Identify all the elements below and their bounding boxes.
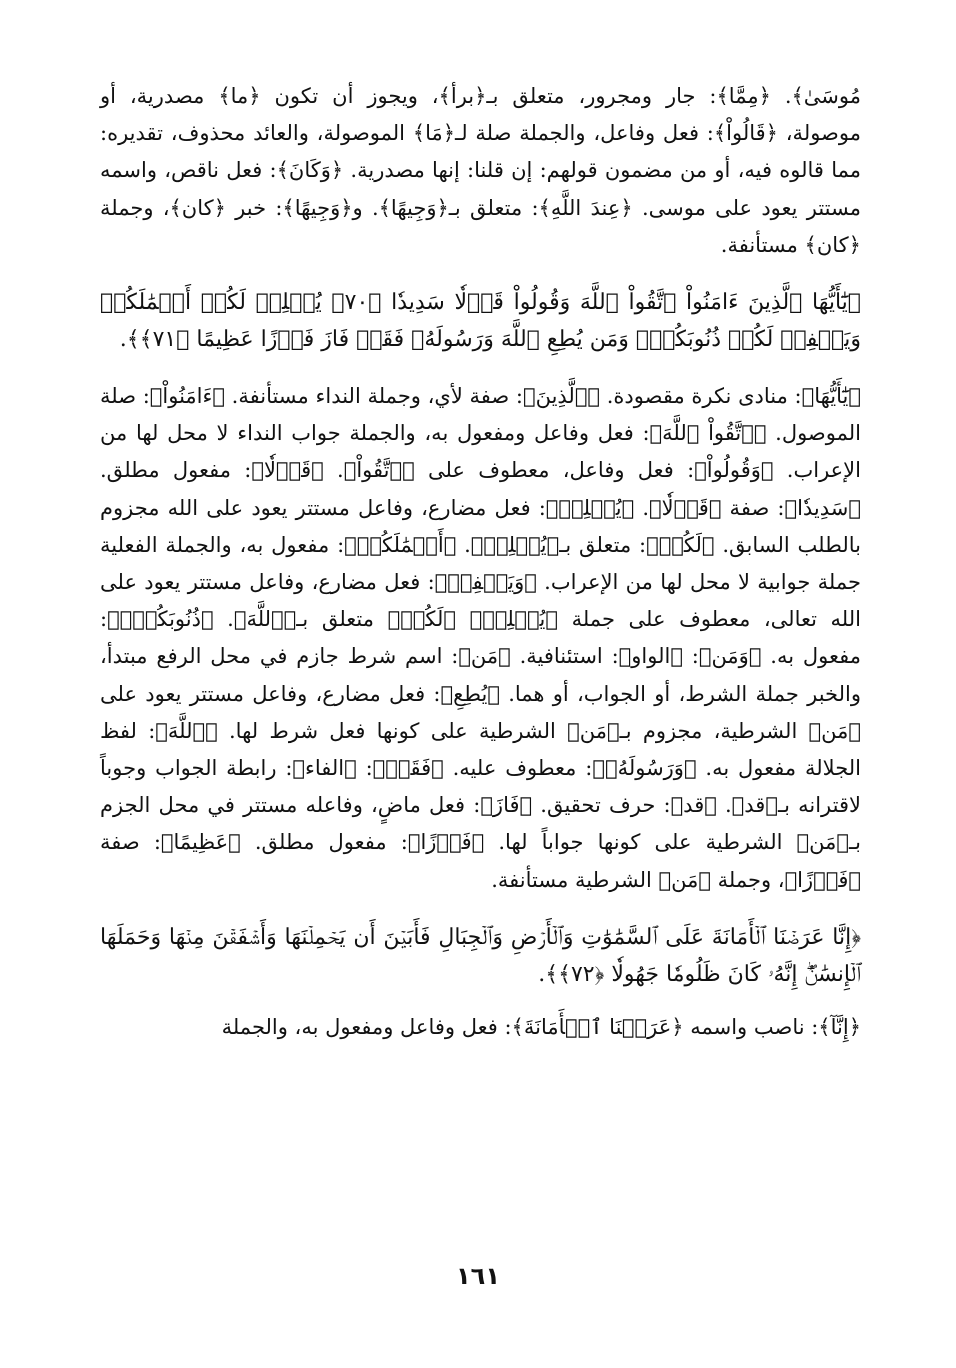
grammar-paragraph-verse-72: ﴿إِنَّآ﴾: ناصب واسمه ﴿عَرَضۡنَا ٱلۡأَمَانَةَ﴾: فعل وفاعل ومفعول به، والجملة: [221, 1014, 861, 1039]
grammar-paragraph-intro: مُوسَىٰ﴾. ﴿مِمَّا﴾: جار ومجرور، متعلق بـ﴿برأ﴾، ويجوز أن تكون ﴿ما﴾ مصدرية، أو موصولة، ﴿قَالُواْ﴾: فعل وفاعل، والجملة صلة لـ﴿مَا﴾ الموصولة، والعائد محذوف، تقديره: مما قالوه فيه، أو من مضمون قولهم: إن قلنا: إنها مصدرية. ﴿وَكَانَ﴾: فعل ناقص، واسمه مستتر يعود على موسى. ﴿عِندَ اللَّهِ﴾: متعلق بـ﴿وَجِيهًا﴾. و﴿وَجِيهًا﴾: خبر ﴿كان﴾، وجملة ﴿كان﴾ مستأنفة.: [100, 84, 861, 257]
grammar-paragraph-verse-70-71: ﴿يَٰٓأَيُّهَا﴾: منادى نكرة مقصودة. ﴿ٱلَّذِينَ﴾: صفة لأي، وجملة النداء مستأنفة. ﴿ءَامَنُواْ﴾: صلة الموصول. ﴿ٱتَّقُواْ ٱللَّهَ﴾: فعل وفاعل ومفعول به، والجملة جواب النداء لا محل لها من الإعراب. ﴿وَقُولُواْ﴾: فعل وفاعل، معطوف على ﴿ٱتَّقُواْ﴾. ﴿قَوۡلٗا﴾: مفعول مطلق. ﴿سَدِيدٗا﴾: صفة ﴿قَوۡلٗا﴾. ﴿يُصۡلِحۡ﴾: فعل مضارع، وفاعل مستتر يعود على الله مجزوم بالطلب السابق. ﴿لَكُمۡ﴾: متعلق بـ﴿يُصۡلِحۡ﴾. ﴿أَعۡمَٰلَكُمۡ﴾: مفعول به، والجملة الفعلية جملة جوابية لا محل لها من الإعراب. ﴿وَيَغۡفِرۡ﴾: فعل مضارع، وفاعل مستتر يعود على الله تعالى، معطوف على جملة ﴿يُصۡلِحۡ﴾ ﴿لَكُمۡ﴾ متعلق بـ﴿ٱللَّهَ﴾. ﴿ذُنُوبَكُمۡۗ﴾: مفعول به. ﴿وَمَن﴾: ﴿الواو﴾: استئنافية. ﴿مَن﴾: اسم شرط جازم في محل الرفع مبتدأ، والخبر جملة الشرط، أو الجواب، أو هما. ﴿يُطِعِ﴾: فعل مضارع، وفاعل مستتر يعود على ﴿مَن﴾ الشرطية، مجزوم بـ﴿مَن﴾ الشرطية على كونها فعل شرط لها. ﴿ٱللَّهَ﴾: لفظ الجلالة مفعول به. ﴿وَرَسُولَهُۥ﴾: معطوف عليه. ﴿فَقَدۡ﴾: ﴿الفاء﴾: رابطة الجواب وجوباً لاقترانه بـ﴿قد﴾. ﴿قد﴾: حرف تحقيق. ﴿فَازَ﴾: فعل ماضٍ، وفاعله مستتر في محل الجزم بـ﴿مَن﴾ الشرطية على كونها جواباً لها. ﴿فَوۡزًا﴾: مفعول مطلق. ﴿عَظِيمًا﴾: صفة ﴿فَوۡزًا﴾، وجملة ﴿مَن﴾ الشرطية مستأنفة.: [100, 384, 861, 892]
document-page: [100, 78, 861, 1308]
quran-verse-70-71: ﴿يَٰٓأَيُّهَا ٱلَّذِينَ ءَامَنُواْ ٱتَّقُواْ ٱللَّهَ وَقُولُواْ قَوۡلٗا سَدِيدٗا ﴿٧٠﴾ يُصۡلِحۡ لَكُمۡ أَعۡمَٰلَكُمۡ وَيَغۡفِرۡ لَكُمۡ ذُنُوبَكُمۡۗ وَمَن يُطِعِ ٱللَّهَ وَرَسُولَهُۥ فَقَدۡ فَازَ فَوۡزًا عَظِيمًا ﴿٧١﴾﴾.: [100, 290, 861, 353]
page-number: ١٦١: [456, 1262, 500, 1290]
quran-verse-72: ﴿إِنَّا عَرَضۡنَا ٱلۡأَمَانَةَ عَلَى ٱلسَّمَٰوَٰتِ وَٱلۡأَرۡضِ وَٱلۡجِبَالِ فَأَبَيۡنَ أَن يَحۡمِلۡنَهَا وَأَشۡفَقۡنَ مِنۡهَا وَحَمَلَهَا ٱلۡإِنسَٰنُۖ إِنَّهُۥ كَانَ ظَلُومٗا جَهُولٗا ﴿٧٢﴾﴾.: [100, 924, 861, 987]
